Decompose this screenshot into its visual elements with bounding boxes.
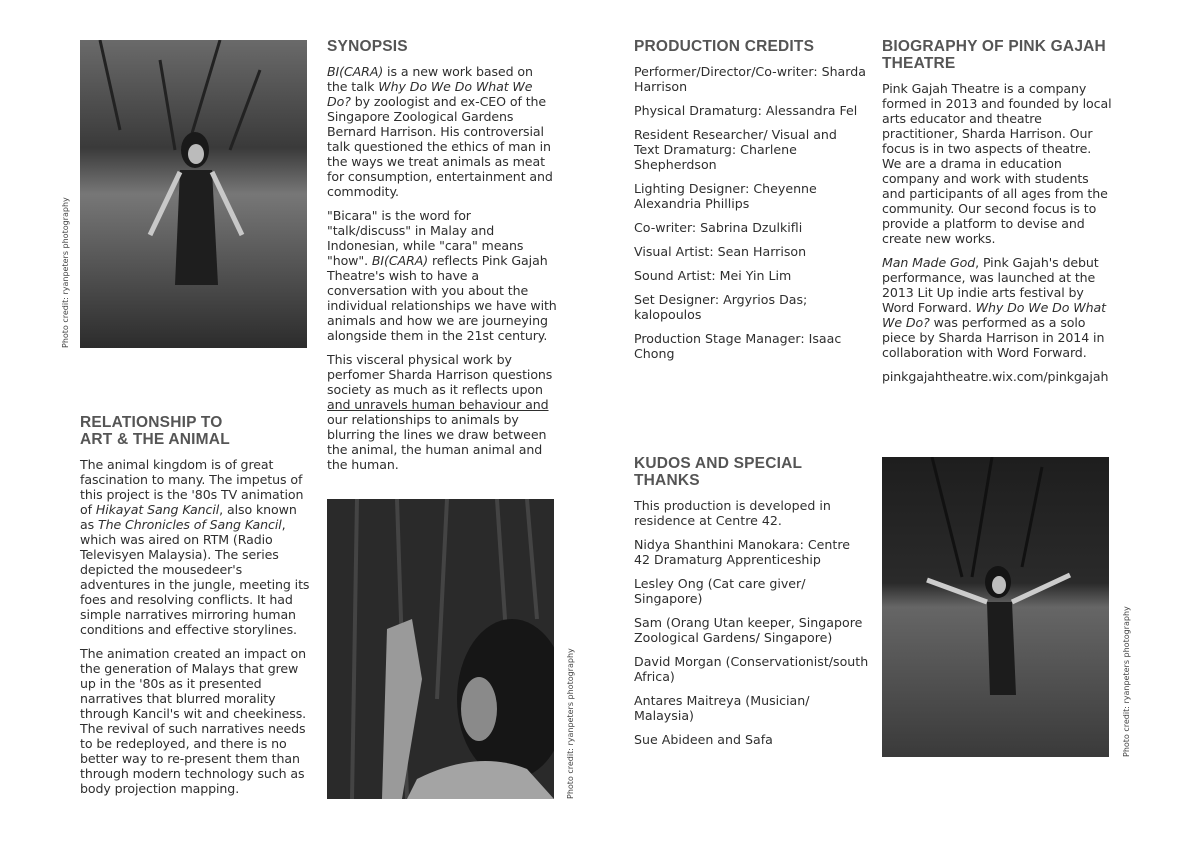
- text: , Pink Gajah's debut performance, was launched at the 2013 Lit Up indie arts festival by Word Forward.: [882, 255, 1099, 315]
- italic-title: Why Do We Do What We Do?: [882, 300, 1106, 330]
- credit-item: Sound Artist: Mei Yin Lim: [634, 268, 792, 283]
- italic-title: The Chronicles of Sang Kancil: [97, 517, 282, 532]
- photo-tree-trunk-image: [327, 499, 554, 799]
- photo-arms-outstretched-image: [882, 457, 1109, 757]
- biography-heading: BIOGRAPHY OF PINK GAJAH THEATRE: [882, 38, 1106, 72]
- relationship-paragraph: [80, 457, 312, 637]
- kudos-item: Nidya Shanthini Manokara: Centre 42 Dramaturg Apprenticeship: [634, 537, 850, 567]
- credit-item: Co-writer: Sabrina Dzulkifli: [634, 220, 803, 235]
- website-link[interactable]: pinkgajahtheatre.wix.com/pinkgajah: [882, 369, 1109, 384]
- text: by zoologist and ex-CEO of the Singapore Zoological Gardens Bernard Harrison. His controversial talk questioned the ethics of man in the ways we treat animals as meat for consumption, entertainment and commodity.: [327, 94, 553, 199]
- text: our relationships to animals by blurring the lines we draw between the animal, the human animal and the human.: [327, 412, 547, 472]
- biography-paragraph: Pink Gajah Theatre is a company formed in 2013 and founded by local arts educator and theatre practitioner, Sharda Harrison. Our focus is in two aspects of theatre. We are a drama in education company and work with students and participants of all ages from the community. Our second focus is to provide a platform to devise and create new works.: [882, 81, 1112, 246]
- synopsis-section: [327, 38, 557, 481]
- kudos-item: Lesley Ong (Cat care giver/ Singapore): [634, 576, 806, 606]
- kudos-item: David Morgan (Conservationist/south Africa): [634, 654, 869, 684]
- text: The animal kingdom is of great fascination to many. The impetus of this project is the '80s TV animation of: [80, 457, 304, 517]
- synopsis-paragraph: [327, 352, 557, 472]
- credit-item: Resident Researcher/ Visual and Text Dramaturg: Charlene Shepherdson: [634, 127, 837, 172]
- credit-item: Physical Dramaturg: Alessandra Fel: [634, 103, 858, 118]
- credit-item: Performer/Director/Co-writer: Sharda Harrison: [634, 64, 866, 94]
- relationship-section: [80, 414, 312, 805]
- underlined-text: and unravels human behaviour and: [327, 397, 549, 412]
- credit-item: Production Stage Manager: Isaac Chong: [634, 331, 842, 361]
- talk-title-italic: Why Do We Do What We Do?: [327, 79, 533, 109]
- title-italic: BI(CARA): [327, 64, 384, 79]
- biography-section: [882, 38, 1112, 393]
- credit-item: Set Designer: Argyrios Das; kalopoulos: [634, 292, 808, 322]
- heading-line: RELATIONSHIP TO: [80, 414, 223, 431]
- credit-item: Visual Artist: Sean Harrison: [634, 244, 807, 259]
- photo-credit-caption: Photo credit: ryanpeters photography: [61, 197, 70, 348]
- photo-forest-standing: [80, 40, 307, 348]
- synopsis-heading: SYNOPSIS: [327, 38, 408, 55]
- synopsis-paragraph: [327, 208, 557, 343]
- text: This visceral physical work by perfomer Sharda Harrison questions society as much as it reflects upon: [327, 352, 553, 397]
- text: reflects Pink Gajah Theatre's wish to have a conversation with you about the individual relationships we have with animals and how we are journeying alongside them in the 21st century.: [327, 253, 557, 343]
- title-italic: BI(CARA): [371, 253, 429, 268]
- italic-title: Hikayat Sang Kancil: [95, 502, 220, 517]
- photo-tree-trunk: [327, 499, 554, 799]
- production-credits-section: [634, 38, 866, 370]
- text: was performed as a solo piece by Sharda Harrison in 2014 in collaboration with Word Forward.: [882, 315, 1105, 360]
- kudos-section: [634, 455, 869, 756]
- kudos-item: Sam (Orang Utan keeper, Singapore Zoological Gardens/ Singapore): [634, 615, 863, 645]
- production-credits-heading: PRODUCTION CREDITS: [634, 38, 815, 55]
- relationship-heading: [80, 414, 312, 448]
- heading-line: ART & THE ANIMAL: [80, 431, 230, 448]
- text: , which was aired on RTM (Radio Televisyen Malaysia). The series depicted the mousedeer's adventures in the jungle, meeting its foes and resolving conflicts. It had simple narratives mirroring human conditions and effective storylines.: [80, 517, 310, 637]
- text: is a new work based on the talk: [327, 64, 533, 94]
- kudos-heading: KUDOS AND SPECIAL THANKS: [634, 455, 802, 489]
- biography-paragraph: [882, 255, 1112, 360]
- kudos-item: Antares Maitreya (Musician/ Malaysia): [634, 693, 810, 723]
- relationship-paragraph: The animation created an impact on the generation of Malays that grew up in the '80s as it presented narratives that blurred morality through Kancil's wit and cheekiness. The revival of such narratives needs to be redeployed, and there is no better way to re-present them than through modern technology such as body projection mapping.: [80, 646, 307, 796]
- credit-item: Lighting Designer: Cheyenne Alexandria Phillips: [634, 181, 817, 211]
- photo-arms-outstretched: [882, 457, 1109, 757]
- text: "Bicara" is the word for "talk/discuss" in Malay and Indonesian, while "cara" means "how".: [327, 208, 524, 268]
- photo-forest-standing-image: [80, 40, 307, 348]
- italic-title: Man Made God: [882, 255, 976, 270]
- text: , also known as: [80, 502, 297, 532]
- kudos-item: Sue Abideen and Safa: [634, 732, 773, 747]
- photo-credit-caption: Photo credit: ryanpeters photography: [566, 648, 575, 799]
- synopsis-paragraph: [327, 64, 557, 199]
- photo-credit-caption: Photo credit: ryanpeters photography: [1122, 606, 1131, 757]
- kudos-item: This production is developed in residence at Centre 42.: [634, 498, 831, 528]
